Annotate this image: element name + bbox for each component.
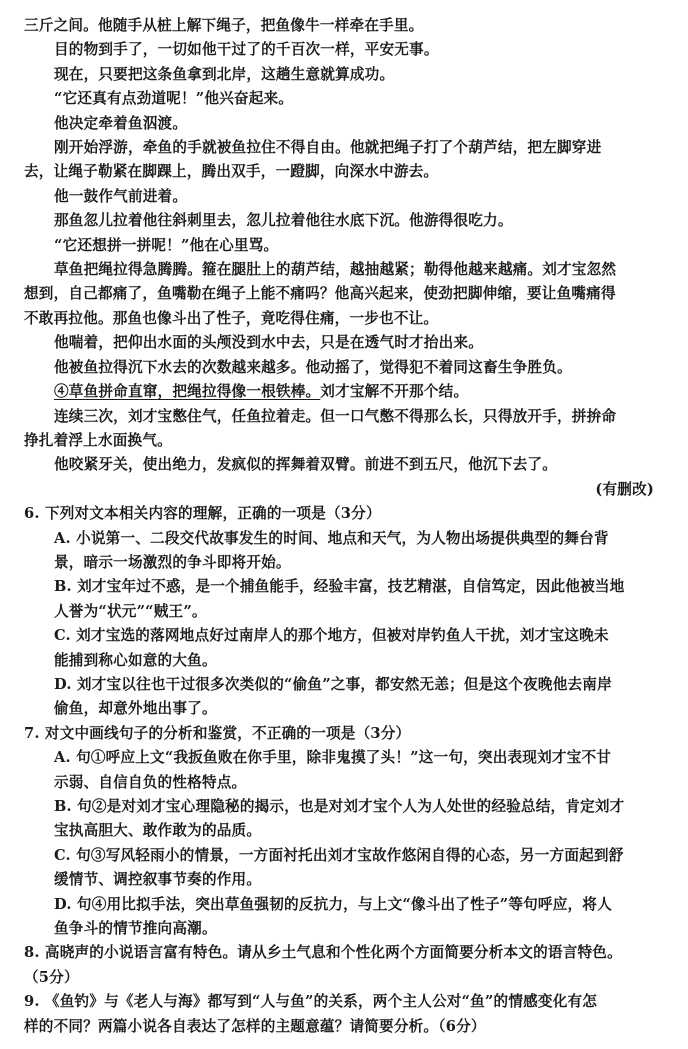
source-note: (有删改) [595,480,654,498]
passage-line: 他咬紧牙关，使出绝力，发疯似的挥舞着双臂。前进不到五尺，他沉下去了。 [54,456,557,474]
answer-option: 宝执高胆大、敢作敢为的品质。 [54,822,262,840]
answer-option: B. 句②是对刘才宝心理隐秘的揭示，也是对刘才宝个人为人处世的经验总结，肯定刘才 [54,798,625,815]
answer-option: C. 句③写风轻雨小的情景，一方面衬托出刘才宝故作悠闲自得的心态，另一方面起到舒 [54,846,624,864]
question-stem: 样的不同？两篇小说各自表达了怎样的主题意蕴？请简要分析。（6分） [24,1017,486,1035]
passage-line: 去，让绳子勒紧在脚踝上，腾出双手，一蹬脚，向深水中游去。 [24,163,439,181]
passage-line: 他喘着，把仰出水面的头颅没到水中去，只是在透气时才抬出来。 [54,334,484,352]
sentence-tail: 刘才宝解不开那个结。 [320,383,469,401]
passage-line: 挣扎着浮上水面换气。 [24,431,172,449]
passage-line: 刚开始浮游，牵鱼的手就被鱼拉住不得自由。他就把绳子打了个葫芦结，把左脚穿进 [54,139,602,157]
answer-option: 示弱、自信自负的性格特点。 [54,773,247,791]
answer-option: 能捕到称心如意的大鱼。 [54,651,217,669]
answer-option: 景，暗示一场激烈的争斗即将开始。 [54,553,291,571]
answer-option: C. 刘才宝选的落网地点好过南岸人的那个地方，但被对岸钓鱼人干扰，刘才宝这晚未 [54,627,609,645]
question-stem: 7. 对文中画线句子的分析和鉴赏，不正确的一项是（3分） [24,724,411,742]
question-stem: 8. 高晓声的小说语言富有特色。请从乡土气息和个性化两个方面简要分析本文的语言特色。 [24,944,622,962]
passage-line: 目的物到手了，一切如他干过了的千百次一样，平安无事。 [54,41,439,59]
answer-option: 鱼争斗的情节推向高潮。 [54,920,217,938]
question-stem: （5分） [24,968,79,986]
passage-line: 他决定牵着鱼泅渡。 [54,114,188,132]
passage-line: 草鱼把绳拉得急腾腾。箍在腿肚上的葫芦结，越抽越紧；勒得他越来越痛。刘才宝忽然 [54,261,617,279]
answer-option: A. 句①呼应上文“我扳鱼败在你手里，除非鬼摸了头！”这一句，突出表现刘才宝不甘 [54,749,612,767]
passage-line: 那鱼忽儿拉着他往斜刺里去，忽儿拉着他往水底下沉。他游得很吃力。 [54,212,513,230]
passage-line [24,380,666,404]
passage-line: 连续三次，刘才宝憋住气，任鱼拉着走。但一口气憋不得那么长，只得放开手，拼拚命 [54,407,617,425]
story-passage [24,14,666,502]
passage-line: 现在，只要把这条鱼拿到北岸，这趟生意就算成功。 [54,65,395,83]
passage-line: 不敢再拉他。那鱼也像斗出了性子，竟吃得住痛，一步也不让。 [24,309,439,327]
question-section [24,502,666,1039]
passage-line: “它还真有点劲道呢！”他兴奋起来。 [54,90,294,108]
passage-line: 想到，自己都痛了，鱼嘴勒在绳子上能不痛吗？他高兴起来，使劲把脚伸缩，要让鱼嘴痛得 [24,285,616,303]
passage-line: 他一鼓作气前进着。 [54,187,188,205]
passage-line: 他被鱼拉得沉下水去的次数越来越多。他动摇了，觉得犯不着同这畜生争胜负。 [54,358,572,376]
answer-option: D. 句④用比拟手法，突出草鱼强韧的反抗力，与上文“像斗出了性子”等句呼应，将人 [54,895,612,913]
underlined-sentence-4: ④草鱼拼命直窜，把绳拉得像一根铁棒。 [54,383,321,401]
answer-option: 人誉为“状元”“贼王”。 [54,602,207,620]
answer-option: 缓情节、调控叙事节奏的作用。 [54,871,262,889]
answer-option: 偷鱼，却意外地出事了。 [54,700,217,718]
answer-option: B. 刘才宝年过不惑，是一个捕鱼能手，经验丰富，技艺精湛，自信笃定，因此他被当地 [54,578,625,596]
question-stem: 6. 下列对文本相关内容的理解，正确的一项是（3分） [24,505,381,523]
passage-line: 三斤之间。他随手从桩上解下绳子，把鱼像牛一样牵在手里。 [24,17,424,34]
answer-option: A. 小说第一、二段交代故事发生的时间、地点和天气，为人物出场提供典型的舞台背 [54,529,609,547]
answer-option: D. 刘才宝以往也干过很多次类似的“偷鱼”之事，都安然无恙；但是这个夜晚他去南岸 [54,675,612,693]
passage-line: “它还想拼一拼呢！”他在心里骂。 [54,236,279,254]
question-stem: 9. 《鱼钓》与《老人与海》都写到“人与鱼”的关系，两个主人公对“鱼”的情感变化有怎 [24,993,598,1011]
